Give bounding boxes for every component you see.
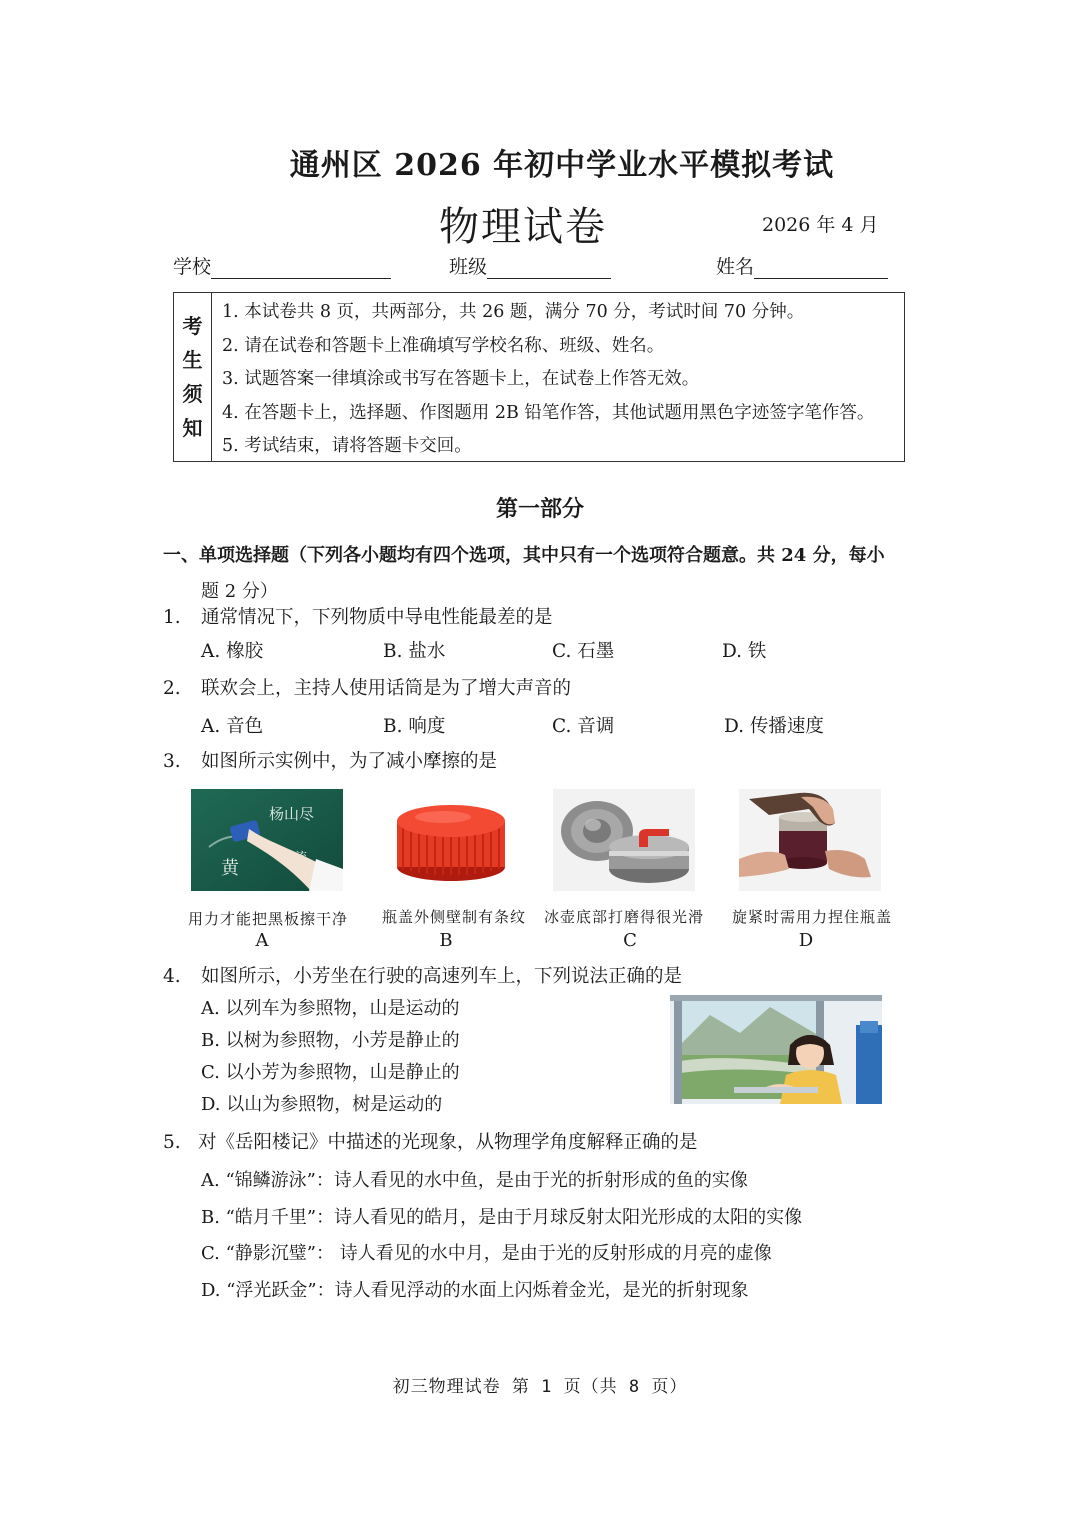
question-number: 3. <box>163 751 181 772</box>
exam-date: 2026 年 4 月 <box>762 214 879 236</box>
q4-option-c: C. 以小芳为参照物，山是静止的 <box>201 1062 460 1083</box>
train-girl-image <box>670 995 882 1104</box>
subject-title: 物理试卷 <box>439 204 607 250</box>
question-number: 2. <box>163 678 181 699</box>
caption-b: 瓶盖外侧壁制有条纹 <box>381 908 526 926</box>
section-heading <box>163 538 923 610</box>
letter-c: C <box>623 930 637 951</box>
q1-option-a: A. 橡胶 <box>201 641 264 662</box>
candidate-notice-box <box>173 292 905 462</box>
name-field <box>716 252 888 279</box>
blackboard-image <box>191 789 343 891</box>
q2-option-b: B. 响度 <box>383 716 446 737</box>
name-blank <box>754 258 888 279</box>
q5-option-c: C. “静影沉璧”： 诗人看见的水中月，是由于光的反射形成的月亮的虚像 <box>201 1243 772 1264</box>
caption-d: 旋紧时需用力捏住瓶盖 <box>731 908 892 926</box>
letter-d: D <box>798 930 814 951</box>
notice-items <box>222 296 874 464</box>
notice-label-char: 须 <box>182 382 203 406</box>
q4-option-b: B. 以树为参照物，小芳是静止的 <box>201 1030 460 1051</box>
notice-label <box>174 293 212 461</box>
school-blank <box>211 258 391 279</box>
notice-item: 1. 本试卷共 8 页，共两部分，共 26 题，满分 70 分，考试时间 70 分钟。 <box>222 302 805 322</box>
name-label: 姓名 <box>716 256 755 278</box>
q5-options <box>201 1163 802 1309</box>
section-heading-line1: 一、单项选择题（下列各小题均有四个选项，其中只有一个选项符合题意。共 24 分，每小 <box>163 545 885 566</box>
question-text: 对《岳阳楼记》中描述的光现象，从物理学角度解释正确的是 <box>198 1132 698 1153</box>
notice-item: 5. 考试结束，请将答题卡交回。 <box>222 436 472 457</box>
jar-lid-image <box>739 789 881 891</box>
notice-item: 4. 在答题卡上，选择题、作图题用 2B 铅笔作答，其他试题用黑色字迹签字笔作答。 <box>222 402 875 423</box>
question-4 <box>163 962 682 992</box>
q1-option-d: D. 铁 <box>722 641 767 662</box>
q1-option-c: C. 石墨 <box>552 641 615 662</box>
q5-option-d: D. “浮光跃金”：诗人看见浮动的水面上闪烁着金光，是光的折射现象 <box>201 1279 749 1301</box>
curling-stone-image <box>553 789 695 891</box>
part-title: 第一部分 <box>495 496 584 522</box>
caption-a: 用力才能把黑板擦干净 <box>187 910 348 928</box>
q2-option-a: A. 音色 <box>201 716 264 737</box>
question-number: 1. <box>163 607 181 628</box>
q4-options <box>201 993 460 1121</box>
question-5 <box>163 1128 698 1158</box>
class-label: 班级 <box>449 256 488 278</box>
question-1 <box>163 603 553 633</box>
q4-option-d: D. 以山为参照物，树是运动的 <box>201 1094 443 1115</box>
question-3 <box>163 747 497 777</box>
letter-b: B <box>439 930 453 951</box>
letter-a: A <box>255 930 269 951</box>
section-heading-line2: 题 2 分） <box>201 581 278 602</box>
class-blank <box>487 258 611 279</box>
question-text: 如图所示，小芳坐在行驶的高速列车上，下列说法正确的是 <box>201 966 683 987</box>
q2-option-c: C. 音调 <box>552 716 615 737</box>
exam-title: 通州区 2026 年初中学业水平模拟考试 <box>289 148 835 183</box>
school-field <box>173 252 391 279</box>
blackboard-chalk-text: 杨山尽 <box>269 805 315 823</box>
caption-c: 冰壶底部打磨得很光滑 <box>543 908 704 926</box>
bottle-cap-image <box>381 789 522 891</box>
q1-option-b: B. 盐水 <box>383 641 446 662</box>
school-label: 学校 <box>173 256 212 278</box>
q5-option-a: A. “锦鳞游泳”：诗人看见的水中鱼，是由于光的折射形成的鱼的实像 <box>201 1170 748 1191</box>
page-footer: 初三物理试卷 第 1 页（共 8 页） <box>392 1377 688 1397</box>
question-2 <box>163 674 571 704</box>
question-number: 5. <box>163 1132 181 1153</box>
notice-item: 3. 试题答案一律填涂或书写在答题卡上，在试卷上作答无效。 <box>222 369 700 390</box>
question-number: 4. <box>163 966 181 987</box>
notice-label-char: 生 <box>182 348 203 372</box>
notice-label-char: 知 <box>182 416 203 440</box>
class-field <box>449 252 611 279</box>
q2-option-d: D. 传播速度 <box>724 716 824 737</box>
question-text: 联欢会上，主持人使用话筒是为了增大声音的 <box>201 678 572 699</box>
question-text: 通常情况下，下列物质中导电性能最差的是 <box>201 607 553 628</box>
question-text: 如图所示实例中，为了减小摩擦的是 <box>201 751 498 772</box>
blackboard-chalk-text: 黄 <box>221 858 239 879</box>
notice-item: 2. 请在试卷和答题卡上准确填写学校名称、班级、姓名。 <box>222 335 665 356</box>
q5-option-b: B. “皓月千里”：诗人看见的皓月，是由于月球反射太阳光形成的太阳的实像 <box>201 1206 803 1228</box>
notice-label-char: 考 <box>182 314 203 338</box>
q4-option-a: A. 以列车为参照物，山是运动的 <box>201 998 460 1019</box>
